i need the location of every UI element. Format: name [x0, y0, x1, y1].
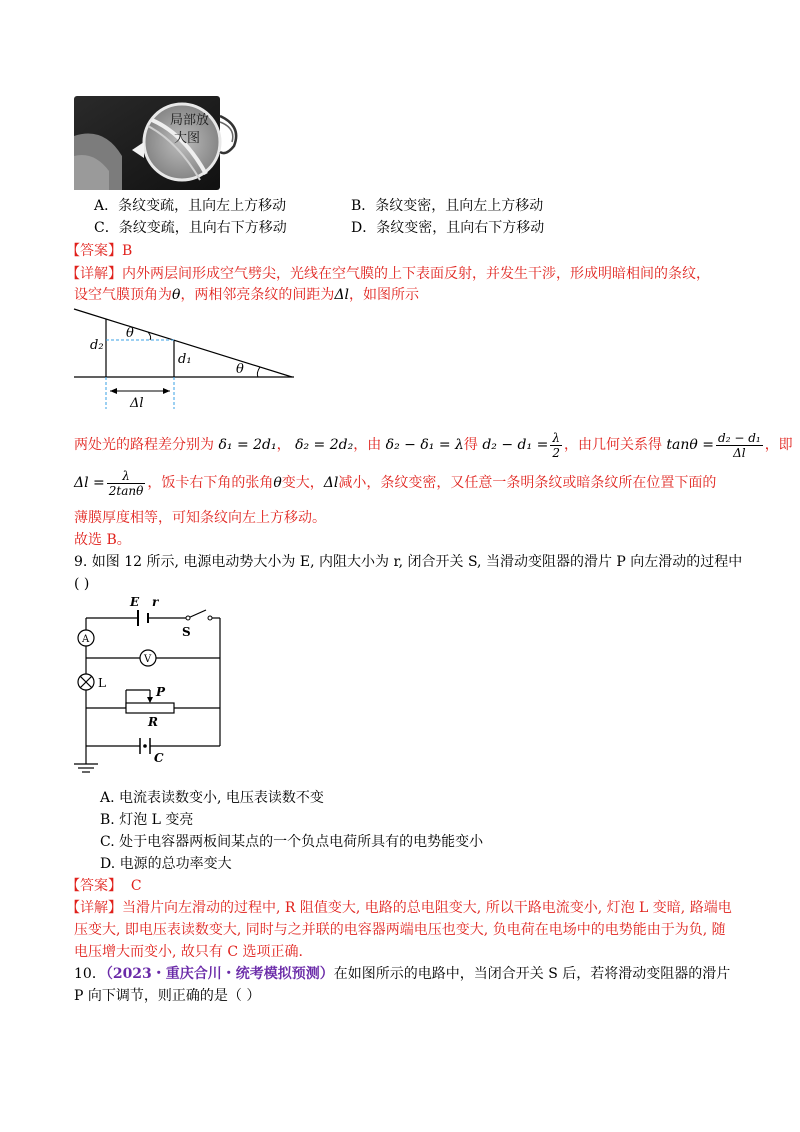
- theta-arc-right: [257, 367, 260, 377]
- theta-symbol: θ: [172, 287, 181, 303]
- q9-option-c: C. 处于电容器两板间某点的一个负点电荷所具有的电势能变小: [100, 834, 484, 850]
- q9-stem-line1: 9. 如图 12 所示, 电源电动势大小为 E, 内阻大小为 r, 闭合开关 S, 当滑动变阻器的滑片 P 向左滑动的过程中: [74, 554, 743, 570]
- explain-text: 得: [463, 437, 478, 453]
- q9-explain-line3: 电压增大而变小, 故只有 C 选项正确.: [74, 944, 303, 960]
- fraction-denominator: 2: [552, 445, 560, 460]
- q9-option-b: B. 灯泡 L 变亮: [100, 812, 194, 828]
- fraction-lambda-2tan: [107, 469, 146, 498]
- equation-d-diff: d₂ − d₁ =: [482, 437, 549, 453]
- label-V: V: [144, 654, 152, 665]
- q8-option-d: [351, 218, 544, 238]
- equation-tan: tanθ =: [666, 437, 715, 453]
- explain-text: ，两相邻亮条纹的间距为: [180, 287, 335, 303]
- wedge-diagram: [70, 305, 300, 413]
- explain-label: 【详解】: [66, 900, 122, 916]
- option-text: 条纹变疏，且向右下方移动: [118, 220, 287, 236]
- label-C: C: [154, 751, 164, 765]
- circuit-diagram: [70, 596, 240, 778]
- explain-text: 设空气膜顶角为: [74, 287, 172, 303]
- theta-right-label: θ: [236, 362, 244, 377]
- fraction-numerator: λ: [550, 431, 562, 446]
- switch-terminal: [186, 616, 190, 620]
- label-R: R: [148, 715, 158, 729]
- magnifier-label-1: 局部放: [170, 113, 210, 128]
- q10-line1: [74, 964, 730, 984]
- equation-delta1: δ₁ = 2d₁: [218, 437, 277, 453]
- arrow-left-head: [110, 388, 117, 394]
- option-letter: C．: [94, 220, 119, 236]
- explain-text: 两处光的路程差分别为: [74, 437, 214, 453]
- q8-option-b: [351, 196, 543, 216]
- q8-explain-line4: [74, 466, 716, 500]
- d2-label: d₂: [90, 338, 104, 353]
- fraction-lambda-2: [550, 431, 562, 460]
- q9-option-a: A. 电流表读数变小, 电压表读数不变: [100, 790, 324, 806]
- q10-line2: P 向下调节，则正确的是（ ）: [74, 988, 261, 1004]
- switch-lever: [188, 610, 206, 618]
- theta-top-label: θ: [126, 326, 134, 341]
- question-number: 10．: [74, 966, 106, 982]
- q8-explain-line5: 薄膜厚度相等，可知条纹向左上方移动。: [74, 510, 326, 526]
- question-text: 在如图所示的电路中，当闭合开关 S 后，若将滑动变阻器的滑片: [333, 966, 731, 982]
- explain-text: ，由几何关系得: [563, 437, 662, 453]
- switch-terminal: [208, 616, 212, 620]
- q8-explain-line2: [74, 285, 419, 305]
- explain-text: ，由: [353, 437, 382, 453]
- explain-text: ，如图所示: [349, 287, 420, 303]
- q9-answer: [66, 876, 142, 896]
- q8-explain-line3: 两处光的路程差分别为 δ₁ = 2d₁， δ₂ = 2d₂，由 δ₂ − δ₁ = λ得 d₂ − d₁ = $\frac{\lambda}{2}$ ，由几何关系得 tanθ = $\frac{\text{d₂ − d₁}}{\Delta l}$ ，即: [74, 430, 793, 460]
- equation-delta-l: Δl =: [74, 475, 105, 491]
- q9-explain-line1: [66, 898, 732, 918]
- q8-option-c: [94, 218, 287, 238]
- delta-l-label: Δl: [130, 396, 144, 411]
- fraction-denominator: 2tanθ: [108, 483, 144, 498]
- q8-answer: [66, 241, 132, 261]
- q8-explain-line1: [66, 264, 710, 284]
- label-E: E: [130, 596, 140, 609]
- explain-text: ，饭卡右下角的张角: [147, 475, 274, 491]
- slider-arrow-icon: [147, 697, 153, 703]
- option-letter: A．: [94, 198, 119, 214]
- delta-l-symbol: Δl: [334, 287, 350, 303]
- label-L: L: [98, 676, 106, 690]
- answer-value: C: [130, 878, 142, 894]
- answer-value: B: [122, 243, 133, 259]
- explain-text: 减小，条纹变密，又任意一条明条纹或暗条纹所在位置下面的: [338, 475, 717, 491]
- explain-text: ，即: [764, 437, 793, 453]
- option-letter: B．: [351, 198, 376, 214]
- option-text: 条纹变密，且向左上方移动: [375, 198, 544, 214]
- answer-label: 【答案】: [66, 243, 122, 259]
- card-photo-image: [74, 96, 249, 196]
- label-A: A: [82, 634, 90, 645]
- q8-explain-line6: 故选 B。: [74, 532, 131, 548]
- explain-text: 变大，: [281, 475, 324, 491]
- card-photo: [74, 96, 220, 192]
- explain-text: 当滑片向左滑动的过程中, R 阻值变大, 电路的总电阻变大, 所以干路电流变小, 灯泡 L 变暗, 路端电: [122, 900, 732, 916]
- equation-path-diff: δ₂ − δ₁ = λ: [385, 437, 464, 453]
- option-text: 条纹变密，且向右下方移动: [376, 220, 545, 236]
- q9-stem-line2: ( ): [74, 576, 90, 592]
- d1-label: d₁: [178, 352, 192, 367]
- fraction-d-over-l: [716, 431, 763, 460]
- fraction-numerator: λ: [107, 469, 146, 484]
- arrow-right-head: [163, 388, 170, 394]
- rheostat-icon: [126, 703, 174, 713]
- question-source: （2023・重庆合川・统考模拟预测）: [105, 966, 334, 982]
- fraction-denominator: Δl: [733, 445, 746, 460]
- label-r: r: [152, 596, 159, 609]
- answer-label: 【答案】: [66, 878, 122, 894]
- explain-text: 内外两层间形成空气劈尖，光线在空气膜的上下表面反射，并发生干涉，形成明暗相间的条纹，: [122, 266, 710, 282]
- fraction-numerator: d₂ − d₁: [718, 430, 761, 445]
- point-charge: [143, 744, 147, 748]
- q9-explain-line2: 压变大, 即电压表读数变大, 同时与之并联的电容器两端电压也变大, 负电荷在电场中的电势能由于为负, 随: [74, 922, 726, 938]
- equation-delta2: δ₂ = 2d₂: [295, 437, 354, 453]
- label-S: S: [182, 625, 191, 639]
- option-text: 条纹变疏，且向左上方移动: [118, 198, 287, 214]
- magnifier-label-2: 大图: [174, 131, 201, 146]
- label-P: P: [156, 685, 166, 699]
- delta-l-symbol: Δl: [323, 475, 339, 491]
- option-letter: D．: [351, 220, 377, 236]
- q9-option-d: D. 电源的总功率变大: [100, 856, 232, 872]
- theta-symbol: θ: [273, 475, 282, 491]
- explain-label: 【详解】: [66, 266, 122, 282]
- q8-option-a: [94, 196, 286, 216]
